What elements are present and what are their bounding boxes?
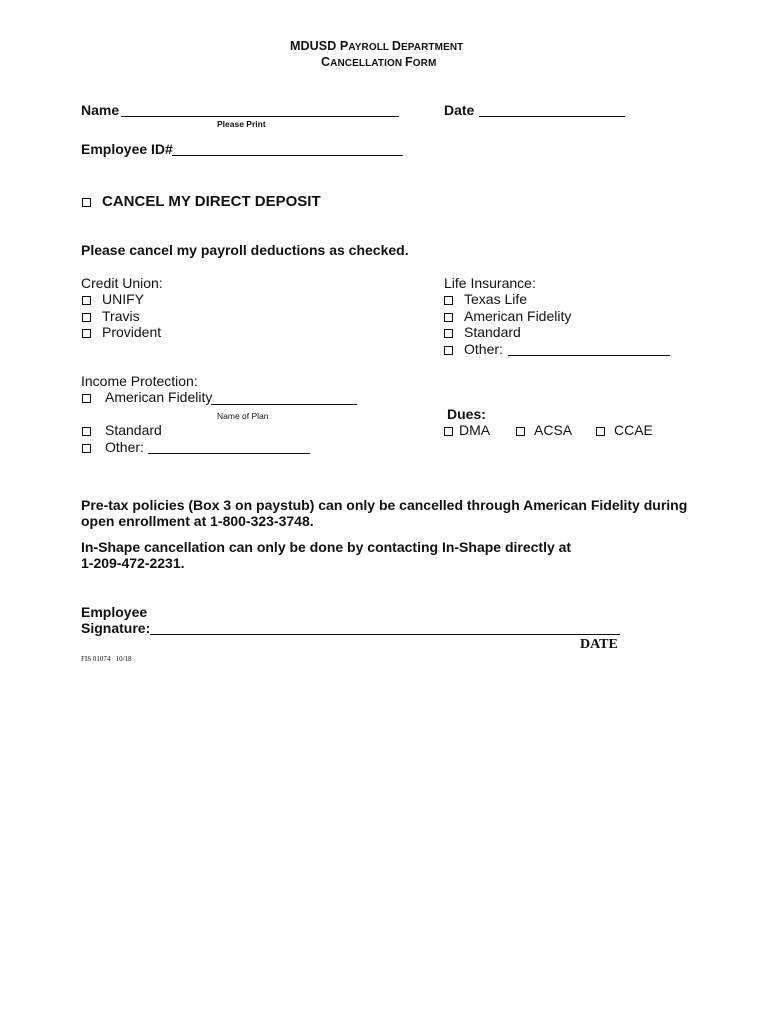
option-label: DMA: [459, 422, 491, 438]
life-insurance-option[interactable]: [444, 324, 571, 341]
income-protection-option[interactable]: [82, 422, 162, 439]
title-part: AYROLL: [348, 42, 392, 53]
option-label: American Fidelity: [105, 389, 213, 405]
instructions-text: Please cancel my payroll deductions as checked.: [81, 242, 409, 258]
option-label: UNIFY: [102, 291, 144, 307]
direct-deposit-option[interactable]: [82, 193, 321, 210]
option-label: Standard: [105, 422, 162, 438]
title-part: EPARTMENT: [400, 42, 464, 53]
date-label: Date: [444, 102, 475, 118]
checkbox[interactable]: [82, 329, 91, 338]
form-code: FIS 01074 10/18: [81, 655, 132, 663]
signature-date-label: DATE: [580, 637, 618, 652]
signature-label-line1: Employee: [81, 604, 148, 620]
form-title-line2: [321, 55, 436, 69]
checkbox[interactable]: [444, 427, 453, 436]
employee-id-label: Employee ID#: [81, 141, 173, 157]
option-label: ACSA: [534, 422, 573, 438]
direct-deposit-checkbox[interactable]: [82, 198, 91, 207]
date-field[interactable]: [479, 116, 625, 117]
credit-union-heading: Credit Union:: [81, 275, 163, 291]
credit-union-options: [82, 291, 161, 341]
option-label: Provident: [102, 324, 162, 340]
inshape-note-line2: 1-209-472-2231.: [81, 555, 185, 571]
name-field[interactable]: [121, 116, 399, 117]
credit-union-option[interactable]: [82, 324, 161, 341]
option-label: Texas Life: [464, 291, 528, 307]
form-title-line1: [290, 39, 463, 53]
checkbox[interactable]: [444, 313, 453, 322]
option-label: CCAE: [614, 422, 653, 438]
life-insurance-heading: Life Insurance:: [444, 275, 536, 291]
income-protection-heading: Income Protection:: [81, 373, 198, 389]
life-insurance-option[interactable]: [444, 308, 571, 325]
credit-union-option[interactable]: [82, 291, 161, 308]
income-protection-other-field[interactable]: [148, 453, 310, 454]
title-part: D: [391, 39, 401, 53]
checkbox[interactable]: [444, 346, 453, 355]
checkbox[interactable]: [82, 296, 91, 305]
title-part: C: [321, 55, 331, 69]
checkbox[interactable]: [516, 427, 525, 436]
dues-option[interactable]: [444, 422, 490, 439]
title-part: ORM: [412, 58, 437, 69]
signature-label-line2: Signature:: [81, 620, 151, 636]
income-protection-option[interactable]: [82, 439, 144, 456]
life-insurance-option[interactable]: [444, 291, 571, 308]
checkbox[interactable]: [82, 394, 91, 403]
name-label: Name: [81, 102, 120, 118]
title-part: ANCELLATION: [330, 58, 406, 69]
checkbox[interactable]: [444, 296, 453, 305]
plan-name-hint: Name of Plan: [217, 411, 269, 421]
credit-union-option[interactable]: [82, 308, 161, 325]
employee-id-field[interactable]: [172, 155, 403, 156]
pretax-note-line1: Pre-tax policies (Box 3 on paystub) can only be cancelled through American Fidelity during: [81, 497, 688, 513]
signature-field[interactable]: [150, 634, 620, 635]
checkbox[interactable]: [82, 444, 91, 453]
life-insurance-other-field[interactable]: [508, 355, 670, 356]
checkbox[interactable]: [596, 427, 605, 436]
name-hint: Please Print: [217, 119, 266, 129]
option-label: Other:: [464, 340, 503, 357]
life-insurance-options: [444, 291, 571, 357]
option-label: Travis: [102, 307, 140, 324]
income-protection-option[interactable]: [82, 389, 212, 406]
dues-option[interactable]: [596, 422, 653, 439]
checkbox[interactable]: [82, 427, 91, 436]
inshape-note-line1: In-Shape cancellation can only be done by contacting In-Shape directly at: [81, 539, 572, 555]
option-label: Other:: [105, 439, 144, 455]
dues-option[interactable]: [516, 422, 572, 439]
title-part: MDUSD P: [290, 39, 349, 53]
option-label: American Fidelity: [464, 307, 572, 324]
direct-deposit-label: CANCEL MY DIRECT DEPOSIT: [102, 193, 321, 210]
dues-heading: Dues:: [447, 406, 486, 422]
option-label: Standard: [464, 324, 521, 340]
checkbox[interactable]: [444, 329, 453, 338]
plan-name-field[interactable]: [211, 404, 357, 405]
pretax-note-line2: open enrollment at 1-800-323-3748.: [81, 513, 314, 529]
checkbox[interactable]: [82, 313, 91, 322]
title-part: F: [405, 55, 413, 69]
